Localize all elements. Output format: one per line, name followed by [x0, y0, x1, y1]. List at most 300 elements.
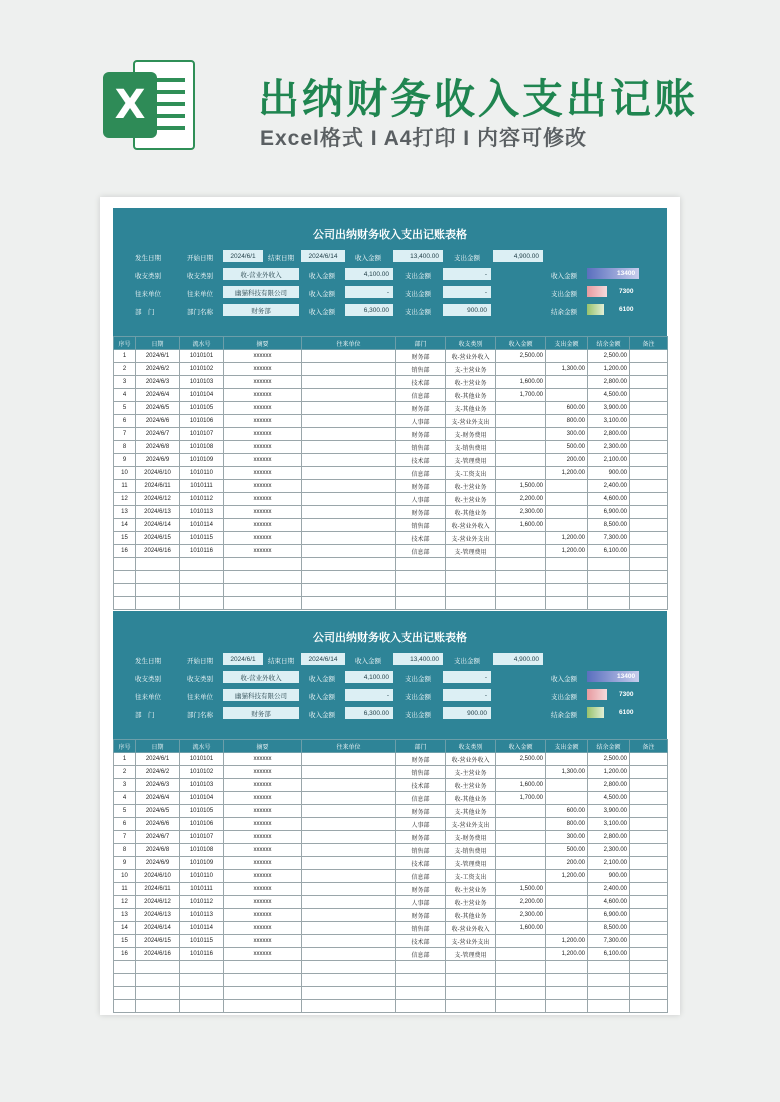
table-cell[interactable]: xxxxxx: [224, 428, 302, 441]
table-cell[interactable]: 2024/6/15: [136, 532, 180, 545]
table-cell[interactable]: [302, 974, 396, 987]
type-select[interactable]: 收-营业外收入: [223, 268, 299, 280]
table-cell[interactable]: [630, 545, 668, 558]
table-row[interactable]: [114, 493, 668, 506]
table-cell[interactable]: 4: [114, 389, 136, 402]
table-cell[interactable]: 收-营业外收入: [446, 922, 496, 935]
table-cell[interactable]: [302, 961, 396, 974]
table-cell[interactable]: [180, 584, 224, 597]
table-cell[interactable]: 2024/6/16: [136, 545, 180, 558]
table-cell[interactable]: xxxxxx: [224, 818, 302, 831]
table-cell[interactable]: 2024/6/13: [136, 506, 180, 519]
table-cell[interactable]: [546, 571, 588, 584]
table-cell[interactable]: [496, 454, 546, 467]
table-cell[interactable]: xxxxxx: [224, 493, 302, 506]
table-cell[interactable]: 3,900.00: [588, 402, 630, 415]
table-cell[interactable]: 支-管理费用: [446, 948, 496, 961]
table-cell[interactable]: [546, 519, 588, 532]
table-row[interactable]: [114, 350, 668, 363]
table-cell[interactable]: 支-管理费用: [446, 857, 496, 870]
table-cell[interactable]: [630, 792, 668, 805]
table-cell[interactable]: [136, 558, 180, 571]
empty-row[interactable]: [114, 987, 668, 1000]
table-cell[interactable]: 1,600.00: [496, 779, 546, 792]
table-cell[interactable]: 2024/6/5: [136, 402, 180, 415]
table-cell[interactable]: [630, 506, 668, 519]
table-cell[interactable]: 财务部: [396, 753, 446, 766]
table-cell[interactable]: [630, 493, 668, 506]
table-cell[interactable]: [546, 974, 588, 987]
table-cell[interactable]: 4,500.00: [588, 792, 630, 805]
table-cell[interactable]: 销售部: [396, 519, 446, 532]
table-cell[interactable]: [302, 558, 396, 571]
table-cell[interactable]: 13: [114, 506, 136, 519]
table-cell[interactable]: 600.00: [546, 402, 588, 415]
table-cell[interactable]: 2,800.00: [588, 831, 630, 844]
table-cell[interactable]: [546, 883, 588, 896]
table-cell[interactable]: 7,300.00: [588, 532, 630, 545]
table-cell[interactable]: 支-营业外支出: [446, 935, 496, 948]
table-cell[interactable]: 1010105: [180, 805, 224, 818]
table-cell[interactable]: 1010105: [180, 402, 224, 415]
table-cell[interactable]: [630, 935, 668, 948]
table-cell[interactable]: [180, 558, 224, 571]
table-cell[interactable]: 2024/6/3: [136, 376, 180, 389]
empty-row[interactable]: [114, 974, 668, 987]
table-row[interactable]: [114, 415, 668, 428]
table-cell[interactable]: 2024/6/8: [136, 844, 180, 857]
table-cell[interactable]: [396, 597, 446, 610]
table-cell[interactable]: 1,500.00: [496, 883, 546, 896]
table-cell[interactable]: [630, 415, 668, 428]
table-cell[interactable]: [496, 766, 546, 779]
table-cell[interactable]: [630, 974, 668, 987]
table-cell[interactable]: [114, 961, 136, 974]
table-cell[interactable]: 人事部: [396, 818, 446, 831]
table-cell[interactable]: 收-主营业务: [446, 896, 496, 909]
table-cell[interactable]: [396, 1000, 446, 1013]
table-cell[interactable]: xxxxxx: [224, 883, 302, 896]
table-cell[interactable]: 1010104: [180, 389, 224, 402]
table-cell[interactable]: 1010106: [180, 415, 224, 428]
table-cell[interactable]: 2024/6/7: [136, 831, 180, 844]
partner-select[interactable]: 幽猫科技有限公司: [223, 689, 299, 701]
table-row[interactable]: [114, 389, 668, 402]
table-cell[interactable]: 技术部: [396, 376, 446, 389]
table-cell[interactable]: 2024/6/13: [136, 909, 180, 922]
table-cell[interactable]: [302, 350, 396, 363]
table-cell[interactable]: 2024/6/10: [136, 870, 180, 883]
table-cell[interactable]: xxxxxx: [224, 805, 302, 818]
table-cell[interactable]: 6: [114, 818, 136, 831]
table-cell[interactable]: 2024/6/12: [136, 896, 180, 909]
table-cell[interactable]: 800.00: [546, 415, 588, 428]
table-cell[interactable]: [630, 363, 668, 376]
table-cell[interactable]: 1010114: [180, 519, 224, 532]
table-row[interactable]: [114, 519, 668, 532]
table-cell[interactable]: 信息部: [396, 948, 446, 961]
table-cell[interactable]: 1010110: [180, 467, 224, 480]
table-cell[interactable]: [546, 597, 588, 610]
table-cell[interactable]: 1010109: [180, 454, 224, 467]
table-cell[interactable]: 15: [114, 935, 136, 948]
table-cell[interactable]: 支-主营业务: [446, 363, 496, 376]
table-cell[interactable]: [630, 987, 668, 1000]
table-cell[interactable]: 1010112: [180, 493, 224, 506]
table-cell[interactable]: 支-工资支出: [446, 870, 496, 883]
table-cell[interactable]: xxxxxx: [224, 467, 302, 480]
table-cell[interactable]: [302, 389, 396, 402]
table-cell[interactable]: [546, 480, 588, 493]
table-cell[interactable]: 支-营业外支出: [446, 532, 496, 545]
table-cell[interactable]: xxxxxx: [224, 389, 302, 402]
table-cell[interactable]: [496, 363, 546, 376]
table-cell[interactable]: 支-营业外支出: [446, 415, 496, 428]
table-cell[interactable]: xxxxxx: [224, 753, 302, 766]
table-cell[interactable]: [136, 571, 180, 584]
table-cell[interactable]: 2,500.00: [588, 350, 630, 363]
table-cell[interactable]: [630, 753, 668, 766]
table-cell[interactable]: [496, 961, 546, 974]
table-cell[interactable]: 支-管理费用: [446, 454, 496, 467]
table-cell[interactable]: 人事部: [396, 896, 446, 909]
table-row[interactable]: [114, 545, 668, 558]
table-cell[interactable]: [136, 961, 180, 974]
table-cell[interactable]: 收-主营业务: [446, 493, 496, 506]
table-cell[interactable]: 财务部: [396, 506, 446, 519]
dept-select[interactable]: 财务部: [223, 707, 299, 719]
table-cell[interactable]: 500.00: [546, 441, 588, 454]
table-cell[interactable]: 2,300.00: [496, 506, 546, 519]
table-cell[interactable]: [496, 948, 546, 961]
table-cell[interactable]: [114, 558, 136, 571]
table-cell[interactable]: [546, 987, 588, 1000]
table-cell[interactable]: 信息部: [396, 792, 446, 805]
table-cell[interactable]: 1010116: [180, 545, 224, 558]
table-cell[interactable]: [546, 896, 588, 909]
table-row[interactable]: [114, 402, 668, 415]
table-cell[interactable]: 信息部: [396, 389, 446, 402]
dept-select[interactable]: 财务部: [223, 304, 299, 316]
table-cell[interactable]: 4,600.00: [588, 896, 630, 909]
table-cell[interactable]: 2024/6/4: [136, 792, 180, 805]
table-cell[interactable]: 2,500.00: [496, 753, 546, 766]
table-cell[interactable]: [446, 1000, 496, 1013]
table-cell[interactable]: [224, 558, 302, 571]
table-cell[interactable]: 收-营业外收入: [446, 519, 496, 532]
empty-row[interactable]: [114, 961, 668, 974]
table-cell[interactable]: 16: [114, 545, 136, 558]
table-cell[interactable]: [136, 987, 180, 1000]
table-cell[interactable]: [588, 584, 630, 597]
table-cell[interactable]: 1010102: [180, 363, 224, 376]
table-cell[interactable]: [302, 818, 396, 831]
table-cell[interactable]: xxxxxx: [224, 792, 302, 805]
table-cell[interactable]: 2,100.00: [588, 454, 630, 467]
table-cell[interactable]: [302, 883, 396, 896]
table-cell[interactable]: [446, 974, 496, 987]
table-row[interactable]: [114, 454, 668, 467]
table-cell[interactable]: [446, 597, 496, 610]
table-row[interactable]: [114, 948, 668, 961]
table-cell[interactable]: 1,200.00: [588, 363, 630, 376]
table-cell[interactable]: 4,500.00: [588, 389, 630, 402]
table-cell[interactable]: [588, 961, 630, 974]
table-cell[interactable]: 2024/6/6: [136, 818, 180, 831]
table-row[interactable]: [114, 909, 668, 922]
table-cell[interactable]: [630, 818, 668, 831]
table-cell[interactable]: [302, 753, 396, 766]
table-cell[interactable]: [396, 961, 446, 974]
table-cell[interactable]: 销售部: [396, 363, 446, 376]
table-cell[interactable]: [302, 493, 396, 506]
table-cell[interactable]: [302, 545, 396, 558]
table-cell[interactable]: [496, 987, 546, 1000]
table-cell[interactable]: [302, 766, 396, 779]
table-cell[interactable]: [302, 428, 396, 441]
table-cell[interactable]: 2024/6/4: [136, 389, 180, 402]
table-cell[interactable]: 600.00: [546, 805, 588, 818]
table-cell[interactable]: [588, 1000, 630, 1013]
table-cell[interactable]: 1,200.00: [546, 532, 588, 545]
table-cell[interactable]: 收-营业外收入: [446, 350, 496, 363]
table-cell[interactable]: [588, 571, 630, 584]
table-cell[interactable]: 2024/6/9: [136, 454, 180, 467]
table-cell[interactable]: [630, 766, 668, 779]
table-cell[interactable]: 销售部: [396, 766, 446, 779]
table-cell[interactable]: 支-工资支出: [446, 467, 496, 480]
table-cell[interactable]: 1010112: [180, 896, 224, 909]
table-cell[interactable]: [630, 532, 668, 545]
table-cell[interactable]: 2024/6/6: [136, 415, 180, 428]
table-cell[interactable]: xxxxxx: [224, 779, 302, 792]
table-cell[interactable]: 2024/6/15: [136, 935, 180, 948]
table-cell[interactable]: 2: [114, 363, 136, 376]
table-cell[interactable]: 1,200.00: [546, 545, 588, 558]
table-cell[interactable]: [496, 571, 546, 584]
table-cell[interactable]: [496, 597, 546, 610]
table-cell[interactable]: [546, 961, 588, 974]
table-cell[interactable]: 6,100.00: [588, 545, 630, 558]
table-cell[interactable]: [546, 389, 588, 402]
table-cell[interactable]: [302, 597, 396, 610]
table-cell[interactable]: 1,600.00: [496, 922, 546, 935]
table-cell[interactable]: [546, 376, 588, 389]
table-cell[interactable]: [302, 870, 396, 883]
table-cell[interactable]: [302, 441, 396, 454]
table-cell[interactable]: [446, 571, 496, 584]
table-cell[interactable]: 1010101: [180, 350, 224, 363]
table-cell[interactable]: 2: [114, 766, 136, 779]
partner-select[interactable]: 幽猫科技有限公司: [223, 286, 299, 298]
table-cell[interactable]: 12: [114, 896, 136, 909]
table-cell[interactable]: [302, 376, 396, 389]
table-cell[interactable]: [136, 1000, 180, 1013]
table-cell[interactable]: [396, 974, 446, 987]
table-cell[interactable]: 2,300.00: [588, 844, 630, 857]
table-cell[interactable]: [496, 1000, 546, 1013]
table-cell[interactable]: 4,600.00: [588, 493, 630, 506]
table-cell[interactable]: 2024/6/10: [136, 467, 180, 480]
table-cell[interactable]: 3,100.00: [588, 415, 630, 428]
table-cell[interactable]: 1,300.00: [546, 363, 588, 376]
table-cell[interactable]: 收-营业外收入: [446, 753, 496, 766]
table-cell[interactable]: [630, 857, 668, 870]
table-cell[interactable]: 1010103: [180, 779, 224, 792]
table-cell[interactable]: [630, 389, 668, 402]
table-cell[interactable]: [302, 831, 396, 844]
table-cell[interactable]: [630, 350, 668, 363]
table-cell[interactable]: [496, 415, 546, 428]
table-cell[interactable]: 6,900.00: [588, 909, 630, 922]
table-cell[interactable]: [496, 467, 546, 480]
table-cell[interactable]: [496, 857, 546, 870]
table-cell[interactable]: [496, 532, 546, 545]
table-cell[interactable]: [114, 987, 136, 1000]
table-cell[interactable]: [302, 987, 396, 1000]
table-cell[interactable]: 1,300.00: [546, 766, 588, 779]
table-row[interactable]: [114, 805, 668, 818]
table-cell[interactable]: 3: [114, 779, 136, 792]
table-cell[interactable]: 支-销售费用: [446, 441, 496, 454]
table-cell[interactable]: xxxxxx: [224, 402, 302, 415]
table-cell[interactable]: [630, 480, 668, 493]
table-cell[interactable]: [446, 961, 496, 974]
table-cell[interactable]: 900.00: [588, 870, 630, 883]
table-cell[interactable]: [546, 792, 588, 805]
empty-row[interactable]: [114, 597, 668, 610]
table-cell[interactable]: 2,800.00: [588, 779, 630, 792]
table-cell[interactable]: 支-财务费用: [446, 831, 496, 844]
table-cell[interactable]: [630, 779, 668, 792]
table-cell[interactable]: xxxxxx: [224, 896, 302, 909]
table-cell[interactable]: [630, 376, 668, 389]
table-cell[interactable]: [446, 584, 496, 597]
table-cell[interactable]: [630, 948, 668, 961]
table-cell[interactable]: 1010116: [180, 948, 224, 961]
table-cell[interactable]: 7: [114, 831, 136, 844]
table-cell[interactable]: 500.00: [546, 844, 588, 857]
table-cell[interactable]: 1,200.00: [546, 870, 588, 883]
table-cell[interactable]: [224, 987, 302, 1000]
table-cell[interactable]: xxxxxx: [224, 454, 302, 467]
table-cell[interactable]: 8: [114, 844, 136, 857]
table-row[interactable]: [114, 935, 668, 948]
table-cell[interactable]: [630, 1000, 668, 1013]
table-cell[interactable]: 1010107: [180, 831, 224, 844]
table-cell[interactable]: xxxxxx: [224, 766, 302, 779]
table-cell[interactable]: [302, 805, 396, 818]
table-cell[interactable]: 收-其他业务: [446, 909, 496, 922]
table-cell[interactable]: [302, 935, 396, 948]
table-cell[interactable]: [302, 363, 396, 376]
table-cell[interactable]: [302, 896, 396, 909]
table-cell[interactable]: [630, 519, 668, 532]
table-cell[interactable]: [630, 558, 668, 571]
table-cell[interactable]: [302, 402, 396, 415]
table-cell[interactable]: [180, 597, 224, 610]
table-cell[interactable]: 销售部: [396, 844, 446, 857]
table-row[interactable]: [114, 428, 668, 441]
table-cell[interactable]: [180, 961, 224, 974]
table-cell[interactable]: 3: [114, 376, 136, 389]
table-cell[interactable]: 支-管理费用: [446, 545, 496, 558]
table-cell[interactable]: 2024/6/2: [136, 766, 180, 779]
table-cell[interactable]: [630, 467, 668, 480]
table-cell[interactable]: xxxxxx: [224, 870, 302, 883]
table-cell[interactable]: [546, 922, 588, 935]
table-cell[interactable]: 12: [114, 493, 136, 506]
table-cell[interactable]: [396, 987, 446, 1000]
table-cell[interactable]: 1,200.00: [546, 948, 588, 961]
table-cell[interactable]: [302, 571, 396, 584]
table-cell[interactable]: 1,700.00: [496, 792, 546, 805]
table-cell[interactable]: [302, 454, 396, 467]
table-cell[interactable]: 10: [114, 467, 136, 480]
table-cell[interactable]: 2,200.00: [496, 896, 546, 909]
table-cell[interactable]: 8: [114, 441, 136, 454]
table-cell[interactable]: xxxxxx: [224, 350, 302, 363]
table-cell[interactable]: 1,200.00: [546, 935, 588, 948]
table-cell[interactable]: [302, 922, 396, 935]
table-cell[interactable]: 1010102: [180, 766, 224, 779]
table-cell[interactable]: [302, 415, 396, 428]
table-cell[interactable]: 5: [114, 402, 136, 415]
table-cell[interactable]: 1010103: [180, 376, 224, 389]
table-cell[interactable]: [630, 597, 668, 610]
table-cell[interactable]: 8,500.00: [588, 922, 630, 935]
table-cell[interactable]: [630, 896, 668, 909]
table-cell[interactable]: 800.00: [546, 818, 588, 831]
table-cell[interactable]: xxxxxx: [224, 844, 302, 857]
table-row[interactable]: [114, 844, 668, 857]
table-cell[interactable]: xxxxxx: [224, 948, 302, 961]
table-cell[interactable]: 1: [114, 350, 136, 363]
table-cell[interactable]: 2,800.00: [588, 376, 630, 389]
table-cell[interactable]: 技术部: [396, 454, 446, 467]
table-cell[interactable]: 人事部: [396, 415, 446, 428]
table-cell[interactable]: 5: [114, 805, 136, 818]
table-cell[interactable]: [396, 584, 446, 597]
table-cell[interactable]: 6: [114, 415, 136, 428]
table-cell[interactable]: xxxxxx: [224, 935, 302, 948]
table-cell[interactable]: [546, 350, 588, 363]
table-cell[interactable]: [546, 753, 588, 766]
table-cell[interactable]: [496, 935, 546, 948]
table-cell[interactable]: 1,200.00: [588, 766, 630, 779]
table-cell[interactable]: 4: [114, 792, 136, 805]
table-cell[interactable]: 6,100.00: [588, 948, 630, 961]
table-cell[interactable]: xxxxxx: [224, 376, 302, 389]
table-cell[interactable]: [114, 1000, 136, 1013]
table-row[interactable]: [114, 779, 668, 792]
table-row[interactable]: [114, 441, 668, 454]
table-cell[interactable]: [224, 1000, 302, 1013]
table-cell[interactable]: 1: [114, 753, 136, 766]
table-cell[interactable]: 支-销售费用: [446, 844, 496, 857]
table-cell[interactable]: 销售部: [396, 441, 446, 454]
table-cell[interactable]: 200.00: [546, 454, 588, 467]
table-cell[interactable]: [114, 584, 136, 597]
table-cell[interactable]: 技术部: [396, 857, 446, 870]
table-row[interactable]: [114, 363, 668, 376]
type-select[interactable]: 收-营业外收入: [223, 671, 299, 683]
table-cell[interactable]: 10: [114, 870, 136, 883]
table-cell[interactable]: 技术部: [396, 532, 446, 545]
table-cell[interactable]: [588, 558, 630, 571]
table-cell[interactable]: [302, 779, 396, 792]
table-cell[interactable]: xxxxxx: [224, 831, 302, 844]
